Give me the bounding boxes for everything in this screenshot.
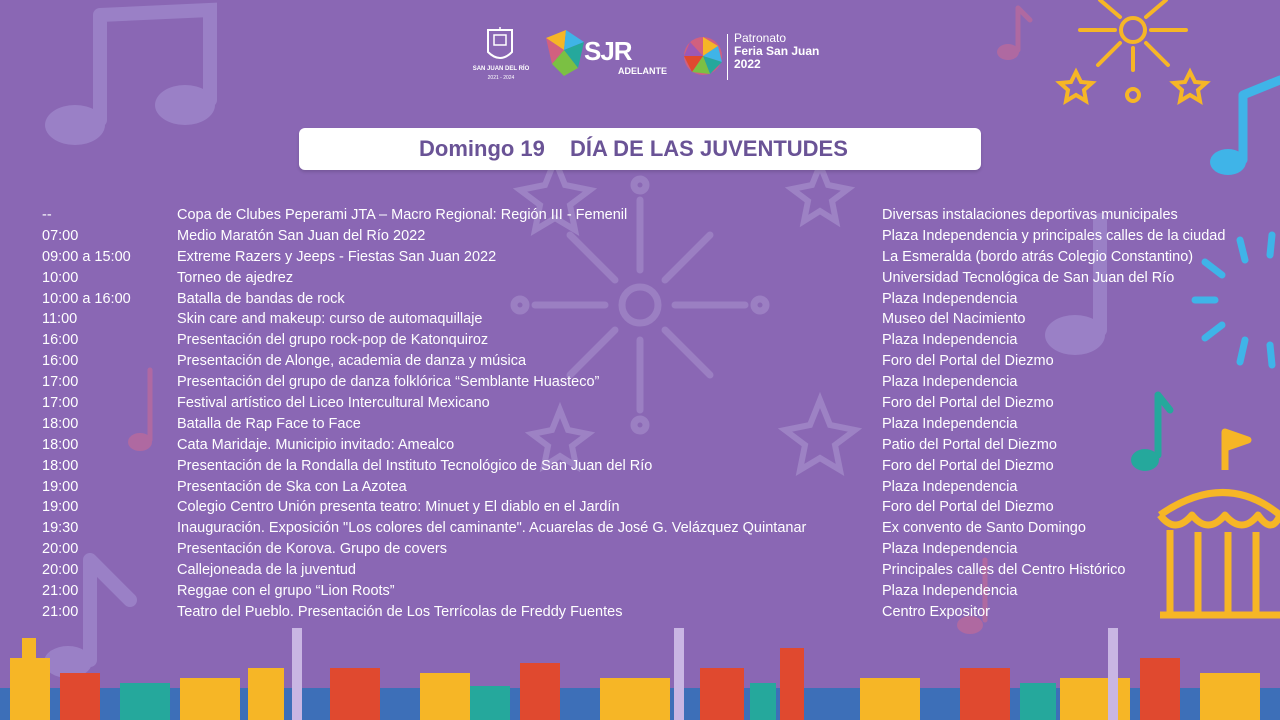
- schedule-row: [42, 602, 1262, 623]
- schedule-place: Museo del Nacimiento: [882, 311, 1026, 328]
- schedule-place: Diversas instalaciones deportivas municipales: [882, 207, 1178, 223]
- schedule-row: [42, 414, 1262, 435]
- schedule-place: Foro del Portal del Diezmo: [882, 499, 1054, 516]
- schedule-place: Plaza Independencia y principales calles de la ciudad: [882, 227, 1226, 244]
- schedule-row: [42, 372, 1262, 393]
- schedule-event: Batalla de Rap Face to Face: [177, 415, 361, 432]
- schedule-event: Presentación del grupo de danza folklórica “Semblante Huasteco”: [177, 374, 600, 391]
- schedule-place: Principales calles del Centro Histórico: [882, 562, 1126, 579]
- municipio-name: SAN JUAN DEL RÍO: [472, 66, 530, 72]
- schedule-event: Presentación de la Rondalla del Instituto Tecnológico de San Juan del Río: [177, 457, 653, 474]
- schedule-time: 10:00: [42, 269, 79, 286]
- schedule-time: 21:00: [42, 583, 79, 600]
- schedule-place: Plaza Independencia: [882, 374, 1018, 391]
- schedule-event: Skin care and makeup: curso de automaquillaje: [177, 311, 483, 328]
- schedule-time: 10:00 a 16:00: [42, 290, 131, 307]
- schedule-row: [42, 560, 1262, 581]
- schedule-row: [42, 435, 1262, 456]
- schedule-row: [42, 497, 1262, 518]
- schedule-row: [42, 226, 1262, 247]
- schedule-row: [42, 289, 1262, 310]
- schedule-event: Extreme Razers y Jeeps - Fiestas San Juan 2022: [177, 248, 497, 265]
- schedule-event: Inauguración. Exposición "Los colores del caminante". Acuarelas de José G. Velázquez Quintanar: [177, 520, 807, 537]
- coat-of-arms-icon: [470, 26, 530, 68]
- header-logos: [470, 26, 850, 86]
- title-theme: DÍA DE LAS JUVENTUDES: [570, 136, 848, 161]
- schedule-time: 07:00: [42, 227, 79, 244]
- schedule-time: 20:00: [42, 541, 79, 558]
- schedule-time: 21:00: [42, 603, 79, 620]
- schedule-event: Batalla de bandas de rock: [177, 290, 345, 307]
- schedule-list: [42, 205, 1262, 623]
- municipio-years: 2021 - 2024: [487, 75, 515, 81]
- schedule-event: Presentación de Ska con La Azotea: [177, 478, 407, 495]
- schedule-row: [42, 205, 1262, 226]
- schedule-event: Colegio Centro Unión presenta teatro: Minuet y El diablo en el Jardín: [177, 499, 620, 516]
- schedule-place: Foro del Portal del Diezmo: [882, 395, 1054, 412]
- origami-bird-icon: [544, 28, 588, 78]
- title-banner: [299, 128, 981, 170]
- schedule-row: [42, 393, 1262, 414]
- schedule-time: 19:30: [42, 520, 79, 537]
- schedule-place: Foro del Portal del Diezmo: [882, 457, 1054, 474]
- feria-logo-text: [734, 32, 819, 71]
- municipio-logo: [470, 26, 530, 86]
- schedule-event: Teatro del Pueblo. Presentación de Los Terrícolas de Freddy Fuentes: [177, 603, 623, 620]
- feria-logo: [680, 30, 850, 82]
- firework-icon: [1060, 0, 1206, 101]
- schedule-place: Plaza Independencia: [882, 290, 1018, 307]
- schedule-event: Torneo de ajedrez: [177, 269, 294, 286]
- schedule-place: Universidad Tecnológica de San Juan del Río: [882, 269, 1175, 286]
- schedule-row: [42, 330, 1262, 351]
- schedule-time: 20:00: [42, 562, 79, 579]
- schedule-row: [42, 539, 1262, 560]
- schedule-place: Foro del Portal del Diezmo: [882, 353, 1054, 370]
- schedule-event: Presentación de Alonge, academia de danza y música: [177, 353, 527, 370]
- schedule-time: 18:00: [42, 415, 79, 432]
- schedule-row: [42, 477, 1262, 498]
- schedule-place: Ex convento de Santo Domingo: [882, 520, 1086, 537]
- schedule-time: 09:00 a 15:00: [42, 248, 131, 265]
- schedule-place: La Esmeralda (bordo atrás Colegio Constantino): [882, 248, 1194, 265]
- schedule-event: Medio Maratón San Juan del Río 2022: [177, 227, 426, 244]
- schedule-time: 16:00: [42, 332, 79, 349]
- schedule-place: Plaza Independencia: [882, 415, 1018, 432]
- schedule-time: 17:00: [42, 374, 79, 391]
- sjr-adelante-logo: [544, 26, 667, 86]
- schedule-time: 18:00: [42, 436, 79, 453]
- schedule-row: [42, 247, 1262, 268]
- title-day: Domingo 19: [419, 136, 545, 161]
- schedule-row: [42, 518, 1262, 539]
- feria-line1: Patronato: [734, 31, 787, 45]
- schedule-event: Festival artístico del Liceo Intercultural Mexicano: [177, 395, 490, 412]
- schedule-event: Presentación de Korova. Grupo de covers: [177, 541, 448, 558]
- feria-divider: [727, 34, 728, 80]
- schedule-time: 16:00: [42, 353, 79, 370]
- schedule-place: Plaza Independencia: [882, 478, 1018, 495]
- schedule-time: 18:00: [42, 457, 79, 474]
- schedule-place: Patio del Portal del Diezmo: [882, 436, 1057, 453]
- schedule-event: Reggae con el grupo “Lion Roots”: [177, 583, 395, 600]
- schedule-row: [42, 268, 1262, 289]
- schedule-time: --: [42, 207, 52, 223]
- schedule-place: Plaza Independencia: [882, 583, 1018, 600]
- schedule-row: [42, 309, 1262, 330]
- schedule-time: 17:00: [42, 395, 79, 412]
- schedule-time: 19:00: [42, 499, 79, 516]
- schedule-row: [42, 351, 1262, 372]
- schedule-event: Cata Maridaje. Municipio invitado: Amealco: [177, 436, 455, 453]
- music-note-icon: [1210, 80, 1280, 175]
- schedule-place: Plaza Independencia: [882, 332, 1018, 349]
- feria-line3: 2022: [734, 57, 761, 71]
- feria-line2: Feria San Juan: [734, 44, 820, 58]
- city-skyline-illustration: [0, 628, 1280, 720]
- schedule-row: [42, 456, 1262, 477]
- sjr-logo-text: SJR: [584, 36, 632, 66]
- schedule-place: Plaza Independencia: [882, 541, 1018, 558]
- schedule-place: Centro Expositor: [882, 603, 990, 620]
- feria-emblem-icon: [682, 34, 724, 78]
- schedule-row: [42, 581, 1262, 602]
- schedule-event: Presentación del grupo rock-pop de Katonquiroz: [177, 332, 489, 349]
- schedule-time: 11:00: [42, 311, 78, 328]
- schedule-time: 19:00: [42, 478, 79, 495]
- sjr-logo-sub: ADELANTE: [618, 66, 667, 76]
- schedule-event: Callejoneada de la juventud: [177, 562, 356, 579]
- schedule-event: Copa de Clubes Peperami JTA – Macro Regional: Región III - Femenil: [177, 207, 628, 223]
